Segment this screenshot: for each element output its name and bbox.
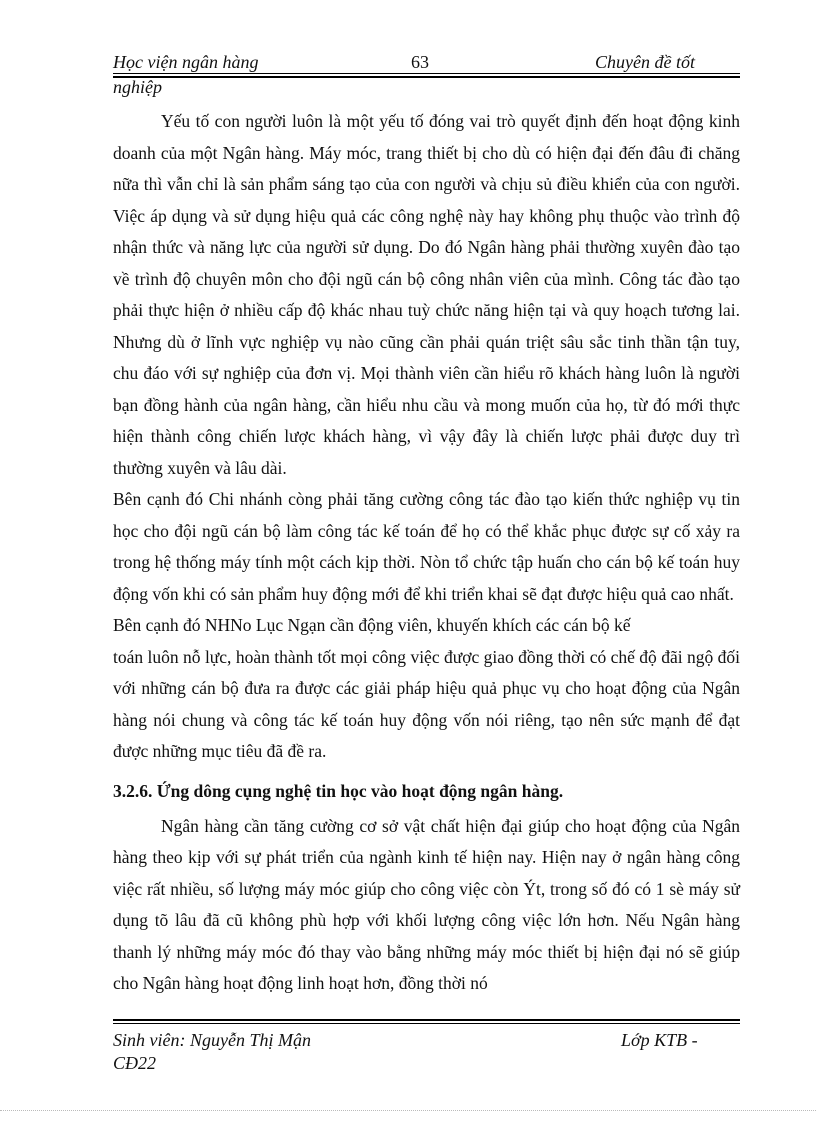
header-rule-thick: [113, 76, 740, 78]
header-institution: Học viện ngân hàng: [113, 52, 259, 72]
paragraph-human-factor: Yếu tố con người luôn là một yếu tố đóng vai trò quyết định đến hoạt động kinh doanh của một Ngân hàng. Máy móc, trang thiết bị cho dù có hiện đại đến đâu đi chăng nữa thì vẫn chỉ là sản phẩm sáng tạo của con người và chịu sủ điều khiển của con người. Việc áp dụng và sử dụng hiệu quả các công nghệ này hay không phụ thuộc vào trình độ nhận thức và năng lực của người sử dụng. Do đó Ngân hàng phải thường xuyên đào tạo về trình độ chuyên môn cho đội ngũ cán bộ công nhân viên của mình. Công tác đào tạo phải thực hiện ở nhiều cấp độ khác nhau tuỳ chức năng hiện tại và quy hoạch tương lai. Nhưng dù ở lĩnh vực nghiệp vụ nào cũng cần phải quán triệt sâu sắc tinh thần tận tuy, chu đáo với sự nghiệp của đơn vị. Mọi thành viên cần hiểu rõ khách hàng luôn là người bạn đồng hành của ngân hàng, cần hiểu nhu cầu và mong muốn của họ, từ đó mới thực hiện thành công chiến lược khách hàng, vì vậy đây là chiến lược phải được duy trì thường xuyên và lâu dài.: [113, 111, 740, 478]
page-header: [113, 52, 740, 74]
footer-class-wrap: CĐ22: [113, 1053, 157, 1073]
footer-rule-thick: [113, 1019, 740, 1021]
section-heading: 3.2.6. Ứng dông cụng nghệ tin học vào hoạt động ngân hàng.: [113, 780, 564, 801]
footer-class: Lớp KTB -: [621, 1030, 698, 1050]
header-doc-type: Chuyên đề tốt: [595, 52, 695, 72]
page-number: 63: [411, 52, 429, 72]
paragraph-motivation: toán luôn nỗ lực, hoàn thành tốt mọi công việc được giao đồng thời có chế độ đãi ngộ đối với những cán bộ đưa ra được các giải pháp hiệu quả phục vụ cho hoạt động của Ngân hàng nói chung và công tác kế toán huy động vốn nói riêng, tạo nên sức mạnh để đạt được những mục tiêu đã đề ra.: [113, 646, 740, 761]
header-doc-type-wrap: nghiệp: [113, 77, 162, 97]
paragraph-motivation-intro: Bên cạnh đó NHNo Lục Ngạn cần động viên, khuyến khích các cán bộ kế: [113, 615, 631, 635]
paragraph-it-training: Bên cạnh đó Chi nhánh còng phải tăng cường công tác đào tạo kiến thức nghiệp vụ tin học cho đội ngũ cán bộ làm công tác kế toán để họ có thể khắc phục được sự cố xảy ra trong hệ thống máy tính một cách kịp thời. Nòn tổ chức tập huấn cho cán bộ kế toán huy động vốn khi có sản phẩm huy động mới để khi triển khai sẽ đạt được hiệu quả cao nhất.: [113, 489, 740, 604]
header-rule-thin: [113, 73, 740, 74]
document-body: [113, 106, 740, 1000]
footer-rule-thin: [113, 1023, 740, 1024]
footer-student: Sinh viên: Nguyễn Thị Mận: [113, 1030, 311, 1050]
page-bottom-border: [0, 1110, 816, 1111]
paragraph-infrastructure: Ngân hàng cần tăng cường cơ sở vật chất hiện đại giúp cho hoạt động của Ngân hàng theo kịp với sự phát triển của ngành kinh tế hiện nay. Hiện nay ở ngân hàng công việc rất nhiều, số lượng máy móc giúp cho công việc còn Ýt, trong số đó có 1 sè máy sử dụng tõ lâu đã cũ không phù hợp với khối lượng công việc lớn hơn. Nếu Ngân hàng thanh lý những máy móc đó thay vào bằng những máy móc thiết bị hiện đại nó sẽ giúp cho Ngân hàng hoạt động linh hoạt hơn, đồng thời nó: [113, 815, 740, 993]
